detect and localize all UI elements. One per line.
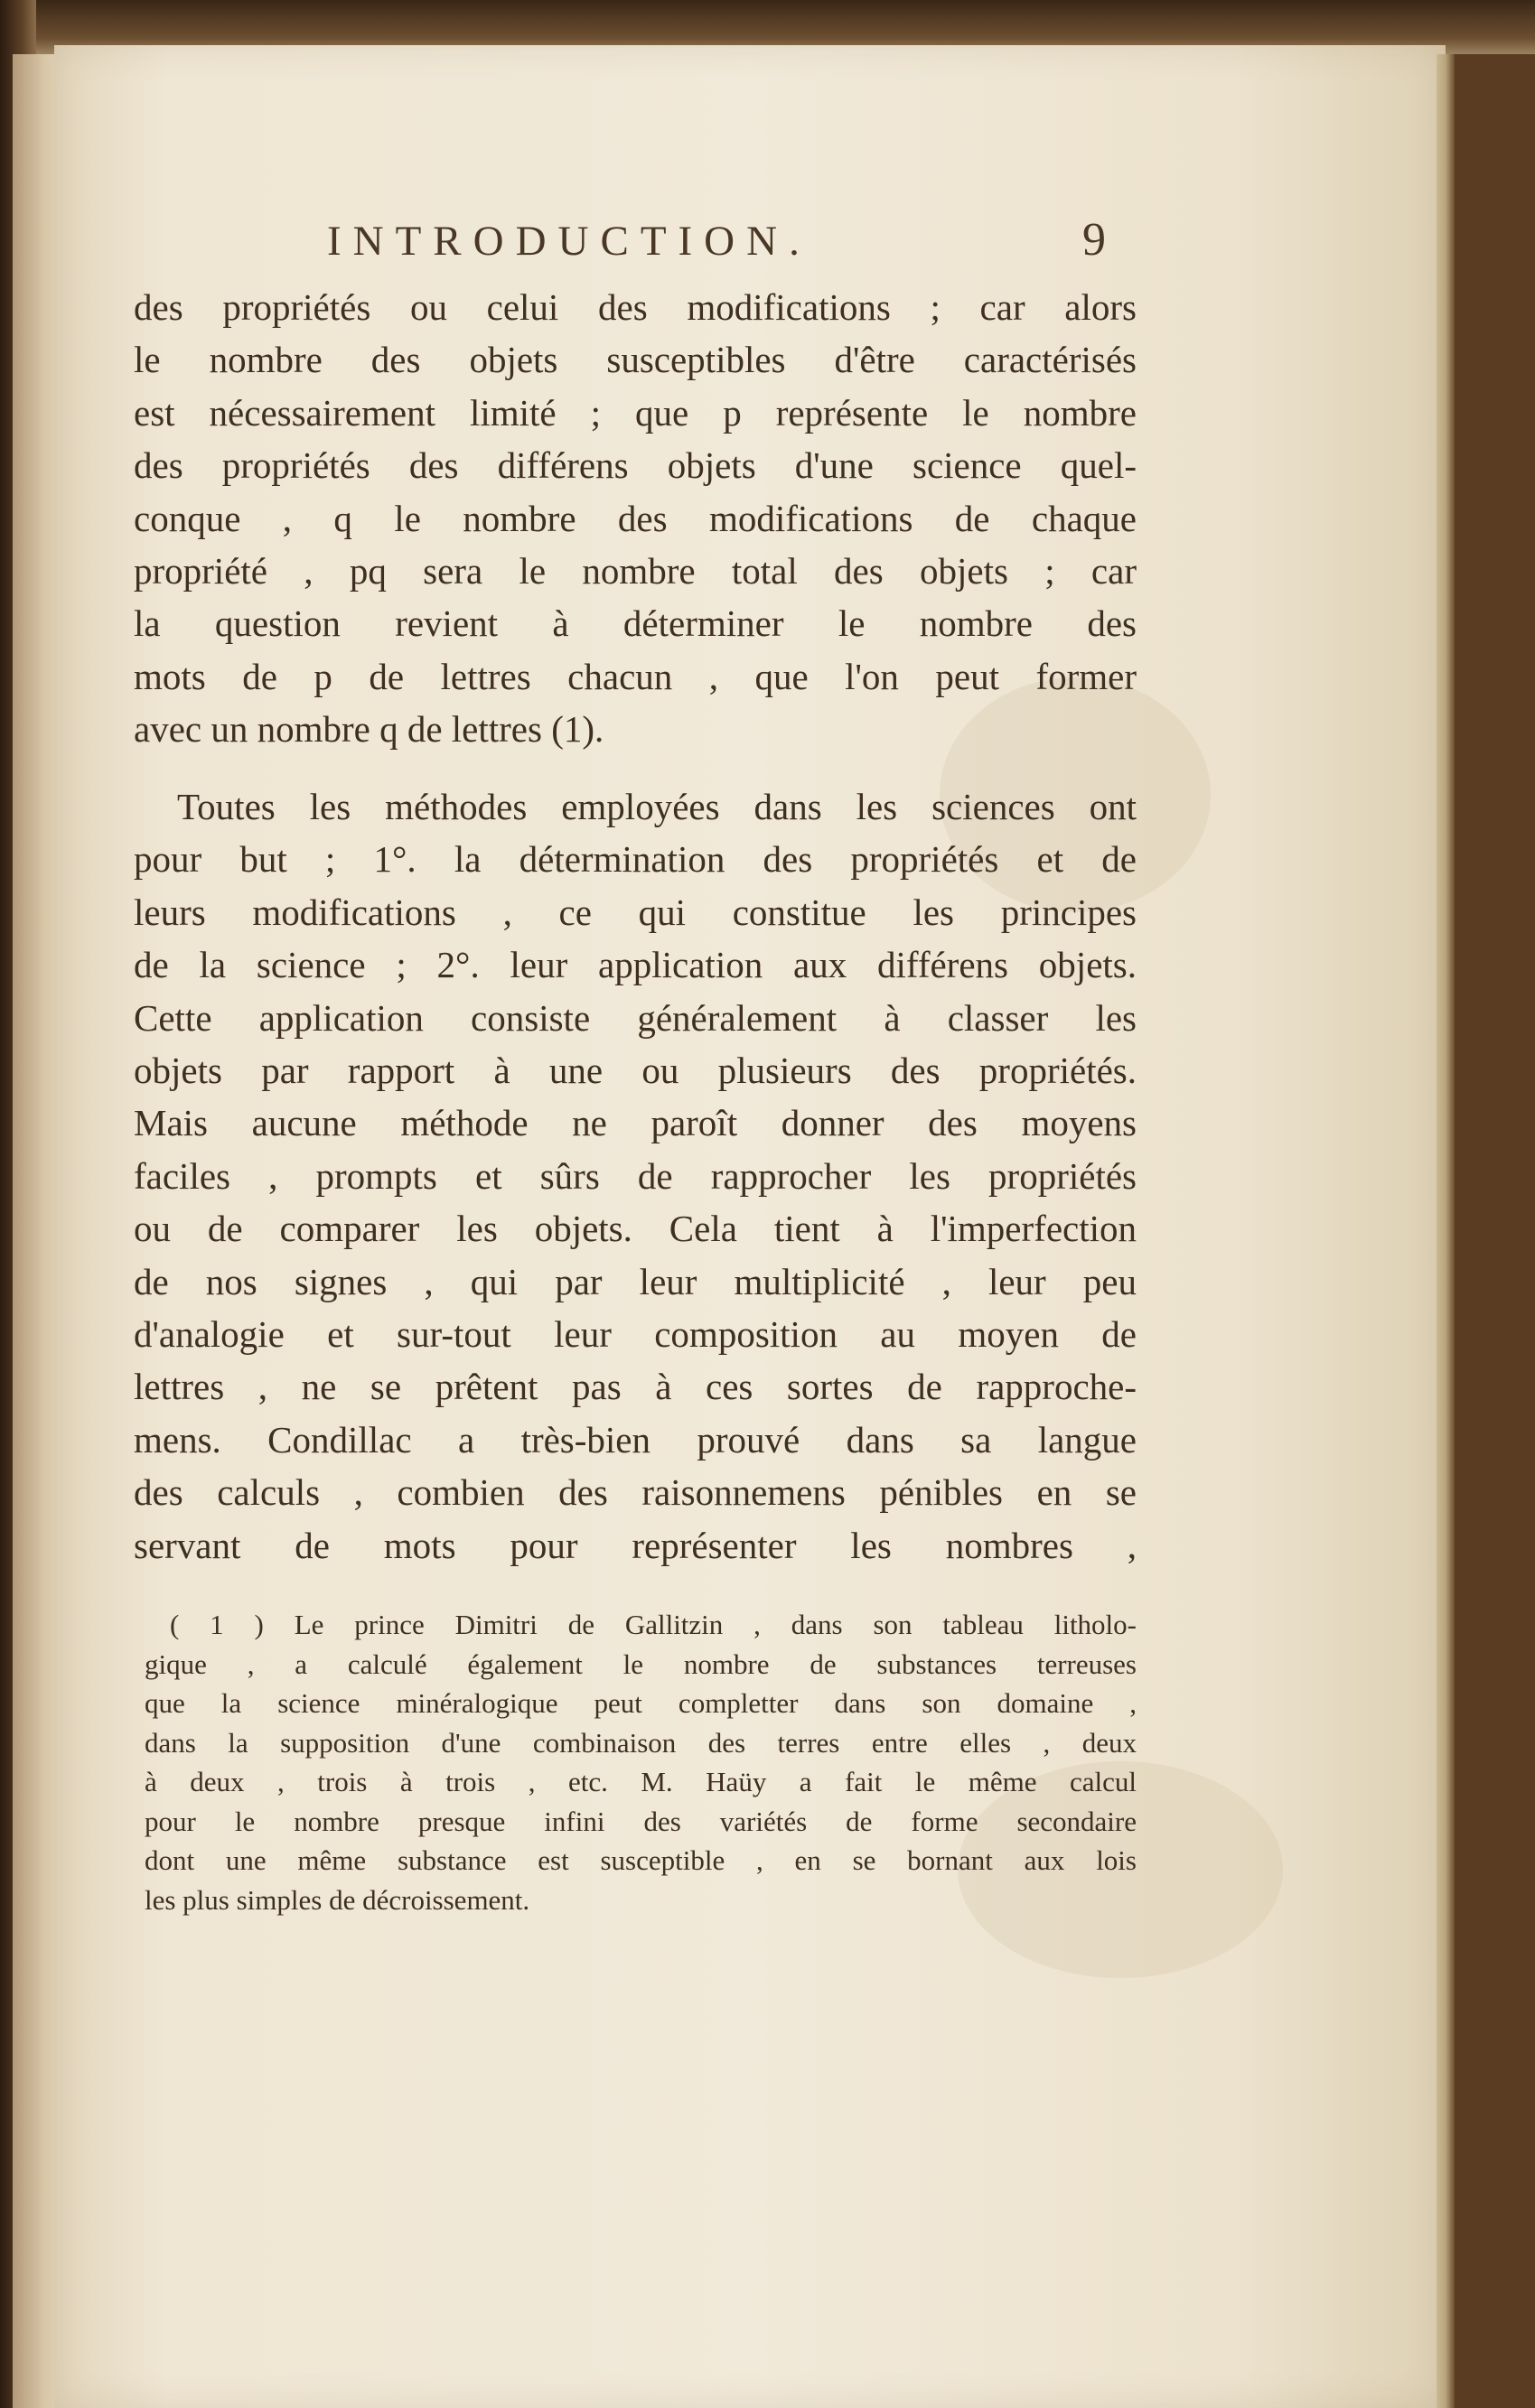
text-line: objets par rapport à une ou plusieurs des propriétés.	[134, 1050, 1137, 1092]
paragraph-2	[134, 780, 1137, 1572]
footnote-line: gique , a calculé également le nombre de substances terreuses	[145, 1647, 1137, 1680]
text-line: de la science ; 2°. leur application aux différens objets.	[134, 944, 1137, 986]
footnote-line: à deux , trois à trois , etc. M. Haüy a fait le même calcul	[145, 1766, 1137, 1797]
text-line: mens. Condillac a très-bien prouvé dans sa langue	[134, 1418, 1137, 1461]
text-line: Mais aucune méthode ne paroît donner des moyens	[134, 1102, 1137, 1144]
text-line: avec un nombre q de lettres (1).	[134, 708, 604, 751]
text-line: des calculs , combien des raisonnemens pénibles en se	[134, 1471, 1137, 1514]
text-line: est nécessairement limité ; que p représente le nombre	[134, 391, 1137, 434]
page-number: 9	[1082, 214, 1106, 266]
text-line: le nombre des objets susceptibles d'être caractérisés	[134, 339, 1137, 381]
footnote-line: dans la supposition d'une combinaison des terres entre elles , deux	[145, 1726, 1137, 1759]
text-line: des propriétés des différens objets d'une science quel-	[134, 444, 1137, 487]
text-line: d'analogie et sur-tout leur composition au moyen de	[134, 1313, 1137, 1356]
text-line: pour but ; 1°. la détermination des propriétés et de	[134, 838, 1137, 881]
text-line: propriété , pq sera le nombre total des objets ; car	[134, 550, 1137, 593]
text-line: faciles , prompts et sûrs de rapprocher les propriétés	[134, 1154, 1137, 1197]
footnote-line: dont une même substance est susceptible , en se bornant aux lois	[145, 1844, 1137, 1876]
footnote-line: pour le nombre presque infini des variétés de forme secondaire	[145, 1805, 1137, 1837]
paragraph-1	[134, 281, 1137, 756]
text-line: lettres , ne se prêtent pas à ces sortes de rapproche-	[134, 1366, 1137, 1408]
page-right-edge	[1437, 54, 1455, 2408]
text-line: servant de mots pour représenter les nombres ,	[134, 1524, 1137, 1566]
text-line: des propriétés ou celui des modifications ; car alors	[134, 286, 1137, 328]
text-line: de nos signes , qui par leur multiplicité , leur peu	[134, 1260, 1137, 1302]
footnote	[145, 1605, 1137, 1919]
footnote-line: ( 1 ) Le prince Dimitri de Gallitzin , dans son tableau litholo-	[170, 1609, 1137, 1640]
text-line: la question revient à déterminer le nombre des	[134, 602, 1137, 645]
text-line: mots de p de lettres chacun , que l'on peut former	[134, 655, 1137, 697]
text-line: Toutes les méthodes employées dans les sciences ont	[177, 786, 1137, 827]
text-line: conque , q le nombre des modifications de chaque	[134, 497, 1137, 539]
running-head: INTRODUCTION.	[327, 218, 811, 265]
footnote-line: que la science minéralogique peut completter dans son domaine ,	[145, 1687, 1137, 1719]
footnote-line: les plus simples de décroissement.	[145, 1883, 530, 1916]
text-line: ou de comparer les objets. Cela tient à l'imperfection	[134, 1208, 1137, 1250]
text-line: leurs modifications , ce qui constitue les principes	[134, 891, 1137, 933]
text-line: Cette application consiste généralement à classer les	[134, 996, 1137, 1039]
